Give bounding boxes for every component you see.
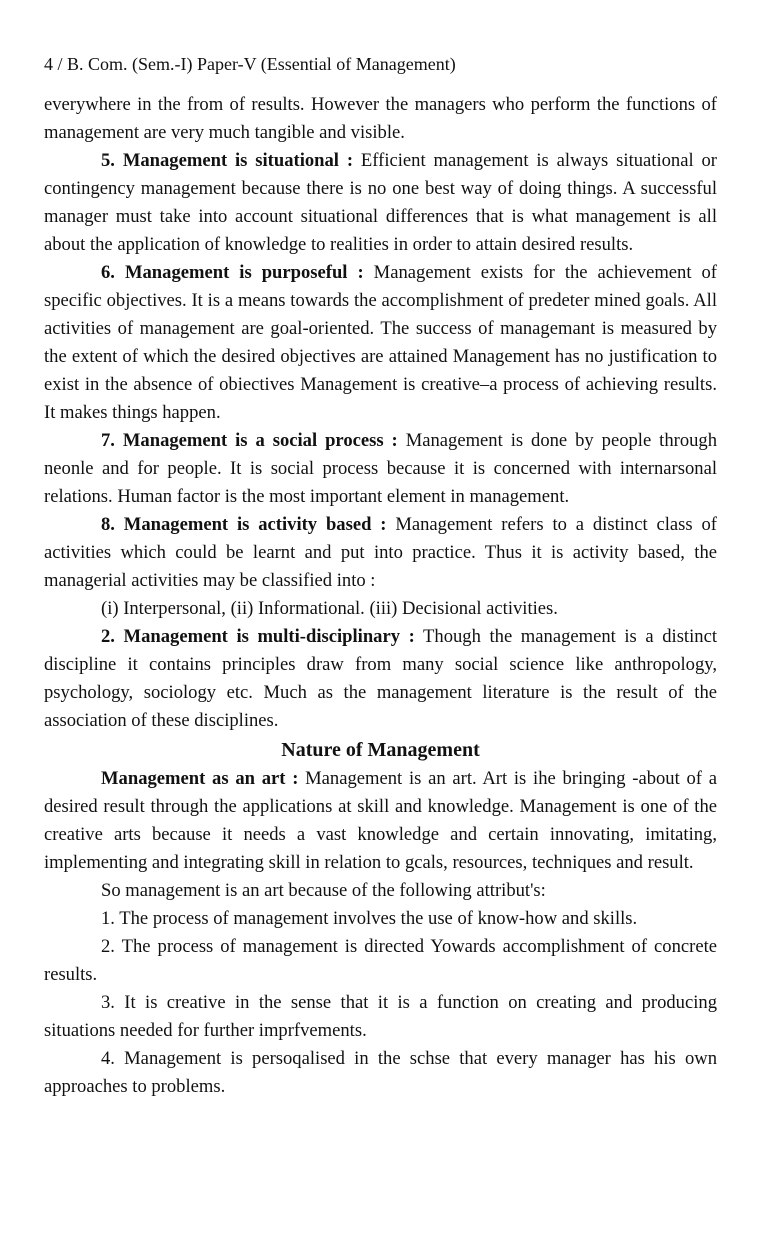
paragraph-heading: 8. Management is activity based :	[101, 514, 387, 535]
paragraph-text: Management is an art. Art is ihe bringing -about of a desired result through the applications at skill and knowledge. Management is one of the creative arts because it needs a vast knowledge and certain innovating, imitating, implementing and integrating skill in relation to gcals, resources, techniques and result.	[44, 768, 717, 873]
running-head: 4 / B. Com. (Sem.-I) Paper-V (Essential of Management)	[44, 54, 456, 74]
paragraph-heading: Management as an art :	[101, 768, 299, 789]
activity-list: (i) Interpersonal, (ii) Informational. (iii) Decisional activities.	[101, 598, 558, 619]
body-text	[44, 91, 717, 1101]
section-title: Nature of Management	[281, 739, 480, 761]
attribute-item: 1. The process of management involves the use of know-how and skills.	[101, 908, 638, 929]
paragraph-heading: 7. Management is a social process :	[101, 430, 398, 451]
paragraph-social-process	[44, 427, 717, 511]
paragraph-purposeful	[44, 259, 717, 427]
paragraph-heading: 5. Management is situational :	[101, 150, 354, 171]
paragraph-situational	[44, 147, 717, 259]
attribute-item: 3. It is creative in the sense that it is a function on creating and producing situations needed for further imprfvements.	[44, 992, 717, 1041]
paragraph-art	[44, 765, 717, 877]
paragraph-text: Management exists for the achievement of specific objectives. It is a means towards the accomplishment of predeter mined goals. All activities of management are goal-oriented. The success of managemant is measured by the extent of which the desired objectives are attained Management has no justification to exist in the absence of obiectives Management is creative–a process of achieving results. It makes things happen.	[44, 262, 717, 423]
paragraph-text: Though the management is a distinct discipline it contains principles draw from many social science like anthropology, psychology, sociology etc. Much as the management literature is the result of the association of these disciplines.	[44, 626, 717, 731]
attribute-item: 4. Management is persoqalised in the schse that every manager has his own approaches to problems.	[44, 1048, 717, 1097]
paragraph-activity-based	[44, 511, 717, 595]
paragraph-text: Management is done by people through neonle and for people. It is social process because it is concerned with internarsonal relations. Human factor is the most important element in management.	[44, 430, 718, 507]
attributes-intro: So management is an art because of the following attribut's:	[101, 880, 546, 901]
attribute-item: 2. The process of management is directed Yowards accomplishment of concrete results.	[44, 936, 717, 985]
paragraph-heading: 6. Management is purposeful :	[101, 262, 364, 283]
paragraph-multi-disciplinary	[44, 623, 717, 735]
paragraph-text: Efficient management is always situational or contingency management because there is no one best way of doing things. A successful manager must take into account situational differences that is what management is all about the application of knowledge to realities in order to attain desired results.	[44, 150, 717, 255]
paragraph-continued: everywhere in the from of results. However the managers who perform the functions of management are very much tangible and visible.	[44, 94, 717, 143]
paragraph-text: Management refers to a distinct class of activities which could be learnt and put into practice. Thus it is activity based, the managerial activities may be classified into :	[44, 514, 717, 591]
paragraph-heading: 2. Management is multi-disciplinary :	[101, 626, 415, 647]
